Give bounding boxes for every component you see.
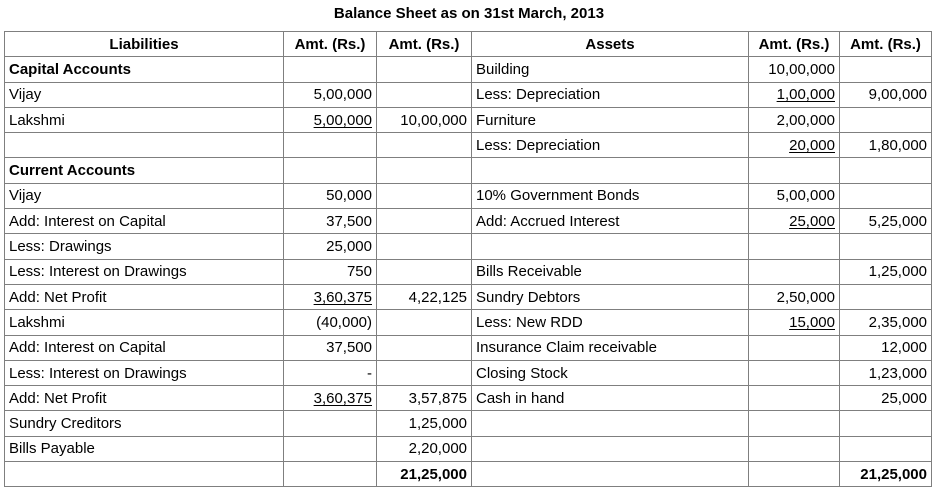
header-asset-amount-1: Amt. (Rs.): [749, 32, 840, 57]
asset-amount-2: [840, 183, 932, 208]
asset-amount-2: 12,000: [840, 335, 932, 360]
asset-amount-1: [749, 335, 840, 360]
asset-amount-1: 5,00,000: [749, 183, 840, 208]
table-row: [5, 234, 932, 259]
liability-label: Add: Interest on Capital: [5, 335, 284, 360]
table-row: [5, 183, 932, 208]
asset-label: [472, 411, 749, 436]
liability-amount-1: [284, 411, 377, 436]
asset-amount-2: [840, 158, 932, 183]
balance-sheet-table: [4, 31, 932, 487]
liability-label: Lakshmi: [5, 107, 284, 132]
liability-amount-1: [284, 158, 377, 183]
liability-amount-2: 10,00,000: [377, 107, 472, 132]
asset-amount-1: [749, 462, 840, 487]
asset-amount-2: [840, 107, 932, 132]
liability-amount-2: [377, 183, 472, 208]
asset-label: [472, 158, 749, 183]
liability-amount-1: 5,00,000: [284, 107, 377, 132]
asset-label: [472, 436, 749, 461]
asset-amount-1: 2,00,000: [749, 107, 840, 132]
table-row: [5, 57, 932, 82]
asset-label: Add: Accrued Interest: [472, 209, 749, 234]
asset-amount-2: 2,35,000: [840, 310, 932, 335]
header-liab-amount-1: Amt. (Rs.): [284, 32, 377, 57]
liability-amount-2: [377, 259, 472, 284]
asset-amount-2: [840, 57, 932, 82]
table-row: [5, 284, 932, 309]
liability-label: Less: Drawings: [5, 234, 284, 259]
liability-amount-2: 1,25,000: [377, 411, 472, 436]
liability-amount-1: -: [284, 360, 377, 385]
liability-amount-2: [377, 310, 472, 335]
liability-amount-1: 5,00,000: [284, 82, 377, 107]
liability-label: Vijay: [5, 183, 284, 208]
asset-label: Bills Receivable: [472, 259, 749, 284]
asset-amount-1: [749, 259, 840, 284]
header-asset-amount-2: Amt. (Rs.): [840, 32, 932, 57]
asset-label: [472, 234, 749, 259]
asset-label: Building: [472, 57, 749, 82]
asset-amount-1: 20,000: [749, 133, 840, 158]
asset-amount-2: 1,25,000: [840, 259, 932, 284]
liability-amount-1: [284, 462, 377, 487]
asset-label: Closing Stock: [472, 360, 749, 385]
liability-label: Less: Interest on Drawings: [5, 360, 284, 385]
liability-amount-1: 3,60,375: [284, 386, 377, 411]
liability-label: Bills Payable: [5, 436, 284, 461]
table-row: [5, 259, 932, 284]
asset-amount-1: 10,00,000: [749, 57, 840, 82]
table-row: [5, 209, 932, 234]
liability-amount-1: 37,500: [284, 335, 377, 360]
liability-amount-2: 3,57,875: [377, 386, 472, 411]
liability-amount-1: 750: [284, 259, 377, 284]
liability-amount-1: [284, 133, 377, 158]
asset-label: Less: New RDD: [472, 310, 749, 335]
liability-label: Add: Net Profit: [5, 386, 284, 411]
asset-amount-1: [749, 386, 840, 411]
asset-label: Cash in hand: [472, 386, 749, 411]
asset-amount-1: [749, 234, 840, 259]
asset-amount-2: 25,000: [840, 386, 932, 411]
table-row: [5, 411, 932, 436]
asset-label: Insurance Claim receivable: [472, 335, 749, 360]
liability-label: Lakshmi: [5, 310, 284, 335]
liability-amount-2: [377, 335, 472, 360]
table-row: [5, 133, 932, 158]
asset-amount-1: 25,000: [749, 209, 840, 234]
asset-amount-2: 1,23,000: [840, 360, 932, 385]
table-row: [5, 82, 932, 107]
liability-amount-1: 37,500: [284, 209, 377, 234]
liability-label: [5, 462, 284, 487]
page-title: Balance Sheet as on 31st March, 2013: [333, 5, 605, 22]
liability-amount-1: [284, 436, 377, 461]
liability-amount-2: [377, 57, 472, 82]
table-row: [5, 107, 932, 132]
asset-amount-1: [749, 436, 840, 461]
table-row: [5, 158, 932, 183]
header-row: [5, 32, 932, 57]
liability-amount-2: [377, 360, 472, 385]
liability-label: Add: Net Profit: [5, 284, 284, 309]
asset-label: Furniture: [472, 107, 749, 132]
asset-amount-2: 1,80,000: [840, 133, 932, 158]
asset-label: [472, 462, 749, 487]
asset-amount-1: 15,000: [749, 310, 840, 335]
liability-label: [5, 133, 284, 158]
liability-amount-2: 4,22,125: [377, 284, 472, 309]
liability-amount-2: [377, 234, 472, 259]
asset-amount-1: [749, 411, 840, 436]
liability-amount-1: 25,000: [284, 234, 377, 259]
asset-label: Less: Depreciation: [472, 133, 749, 158]
table-row: [5, 436, 932, 461]
liability-amount-1: [284, 57, 377, 82]
table-row: [5, 386, 932, 411]
liability-label: Sundry Creditors: [5, 411, 284, 436]
asset-label: Sundry Debtors: [472, 284, 749, 309]
liability-amount-2: 2,20,000: [377, 436, 472, 461]
liability-amount-2: [377, 158, 472, 183]
asset-amount-1: 2,50,000: [749, 284, 840, 309]
liability-amount-2: [377, 209, 472, 234]
asset-label: 10% Government Bonds: [472, 183, 749, 208]
asset-amount-2: 5,25,000: [840, 209, 932, 234]
asset-amount-1: 1,00,000: [749, 82, 840, 107]
liability-label: Vijay: [5, 82, 284, 107]
header-assets: Assets: [472, 32, 749, 57]
total-row: [5, 462, 932, 487]
asset-total: 21,25,000: [840, 462, 932, 487]
asset-amount-2: [840, 436, 932, 461]
asset-amount-2: [840, 284, 932, 309]
liability-label: Less: Interest on Drawings: [5, 259, 284, 284]
liability-label: Capital Accounts: [5, 57, 284, 82]
table-row: [5, 310, 932, 335]
liability-amount-2: [377, 133, 472, 158]
asset-amount-1: [749, 360, 840, 385]
asset-amount-1: [749, 158, 840, 183]
header-liab-amount-2: Amt. (Rs.): [377, 32, 472, 57]
header-liabilities: Liabilities: [5, 32, 284, 57]
asset-amount-2: [840, 411, 932, 436]
liability-label: Add: Interest on Capital: [5, 209, 284, 234]
table-row: [5, 360, 932, 385]
table-row: [5, 335, 932, 360]
liability-amount-2: [377, 82, 472, 107]
asset-label: Less: Depreciation: [472, 82, 749, 107]
liability-amount-1: 3,60,375: [284, 284, 377, 309]
liability-total: 21,25,000: [377, 462, 472, 487]
liability-amount-1: 50,000: [284, 183, 377, 208]
asset-amount-2: [840, 234, 932, 259]
liability-label: Current Accounts: [5, 158, 284, 183]
liability-amount-1: (40,000): [284, 310, 377, 335]
asset-amount-2: 9,00,000: [840, 82, 932, 107]
